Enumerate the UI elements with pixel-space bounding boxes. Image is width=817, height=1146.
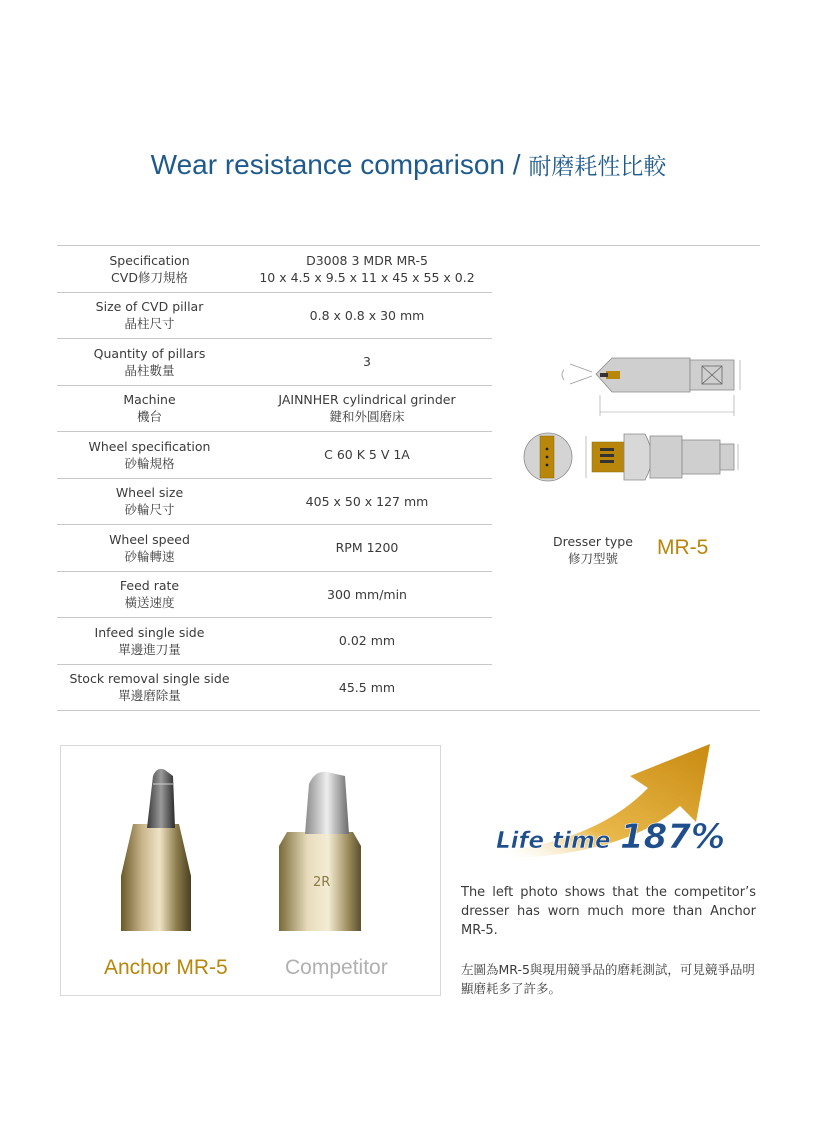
photo-caption-competitor: Competitor: [285, 956, 388, 979]
dresser-type-label-en: Dresser type: [553, 534, 633, 549]
spec-label-en: Specification: [109, 252, 190, 268]
spec-label: [57, 664, 242, 711]
spec-label-zh: 單邊進刀量: [118, 641, 181, 657]
spec-value: [242, 385, 492, 432]
spec-label-zh: 砂輪轉速: [124, 548, 175, 564]
spec-label: [57, 478, 242, 525]
spec-label-en: Quantity of pillars: [93, 345, 206, 361]
spec-label-en: Size of CVD pillar: [95, 299, 204, 315]
spec-value: [242, 525, 492, 572]
spec-value: [242, 571, 492, 618]
svg-text:2R: 2R: [313, 875, 331, 890]
spec-label-zh: 機台: [136, 409, 162, 425]
spec-label: [57, 339, 242, 386]
spec-label-zh: CVD修刀規格: [111, 269, 188, 285]
dresser-diagram: [520, 350, 760, 490]
photo-caption-anchor: Anchor MR-5: [104, 956, 228, 979]
spec-value: [242, 339, 492, 386]
spec-label-zh: 晶柱尺寸: [124, 316, 175, 332]
spec-label-en: Wheel specification: [88, 438, 211, 454]
spec-value: [242, 292, 492, 339]
spec-value-line-1: 0.02 mm: [338, 633, 396, 649]
dresser-type-label: [553, 533, 633, 567]
spec-label-zh: 橫送速度: [124, 595, 175, 611]
spec-value: [242, 432, 492, 479]
spec-label: [57, 525, 242, 572]
spec-value-line-1: 3: [363, 354, 371, 370]
description-english: The left photo shows that the competitor’s dresser has worn much more than Anchor MR-5.: [461, 885, 756, 938]
spec-label-zh: 單邊磨除量: [118, 688, 181, 704]
photo-comparison: [60, 745, 441, 996]
page-title-english: Wear resistance comparison /: [150, 149, 521, 180]
spec-value-line-1: C 60 K 5 V 1A: [324, 447, 410, 463]
spec-value: [242, 478, 492, 525]
lifetime-arrow: [488, 740, 728, 860]
spec-value-line-1: RPM 1200: [335, 540, 399, 556]
spec-value-line-1: 405 x 50 x 127 mm: [305, 493, 429, 509]
lifetime-value: 187%: [620, 817, 726, 857]
spec-value: [242, 246, 492, 293]
lifetime-label: Life time: [496, 828, 611, 854]
dresser-model: MR-5: [657, 536, 709, 559]
page-title-chinese: 耐磨耗性比較: [528, 153, 667, 179]
spec-value: [242, 664, 492, 711]
spec-label: [57, 385, 242, 432]
spec-label: [57, 432, 242, 479]
spec-value-line-1: JAINNHER cylindrical grinder: [278, 392, 456, 408]
spec-value-line-1: 45.5 mm: [338, 679, 396, 695]
spec-label-en: Feed rate: [119, 578, 180, 594]
spec-value-line-2: 10 x 4.5 x 9.5 x 11 x 45 x 55 x 0.2: [259, 269, 475, 285]
spec-value-line-1: 300 mm/min: [327, 586, 407, 602]
spec-label-en: Wheel size: [115, 485, 184, 501]
dresser-type-label-zh: 修刀型號: [567, 551, 618, 566]
spec-value-line-1: 0.8 x 0.8 x 30 mm: [309, 307, 425, 323]
spec-label: [57, 571, 242, 618]
spec-value-line-2: 鍵和外圓磨床: [329, 409, 405, 425]
page-title: [0, 148, 817, 181]
spec-label: [57, 246, 242, 293]
spec-label: [57, 292, 242, 339]
spec-label-en: Machine: [123, 392, 176, 408]
spec-value-line-1: D3008 3 MDR MR-5: [306, 252, 428, 268]
spec-label-zh: 砂輪尺寸: [124, 502, 175, 518]
description-chinese: 左圖為MR-5與現用競爭品的磨耗測試，可見競爭品明顯磨耗多了許多。: [461, 962, 755, 996]
spec-label: [57, 618, 242, 665]
spec-label-en: Infeed single side: [94, 624, 205, 640]
spec-row: [57, 246, 760, 293]
spec-label-en: Stock removal single side: [69, 671, 230, 687]
spec-label-zh: 晶柱數量: [124, 362, 175, 378]
spec-label-en: Wheel speed: [109, 531, 190, 547]
spec-label-zh: 砂輪規格: [124, 455, 175, 471]
spec-value: [242, 618, 492, 665]
